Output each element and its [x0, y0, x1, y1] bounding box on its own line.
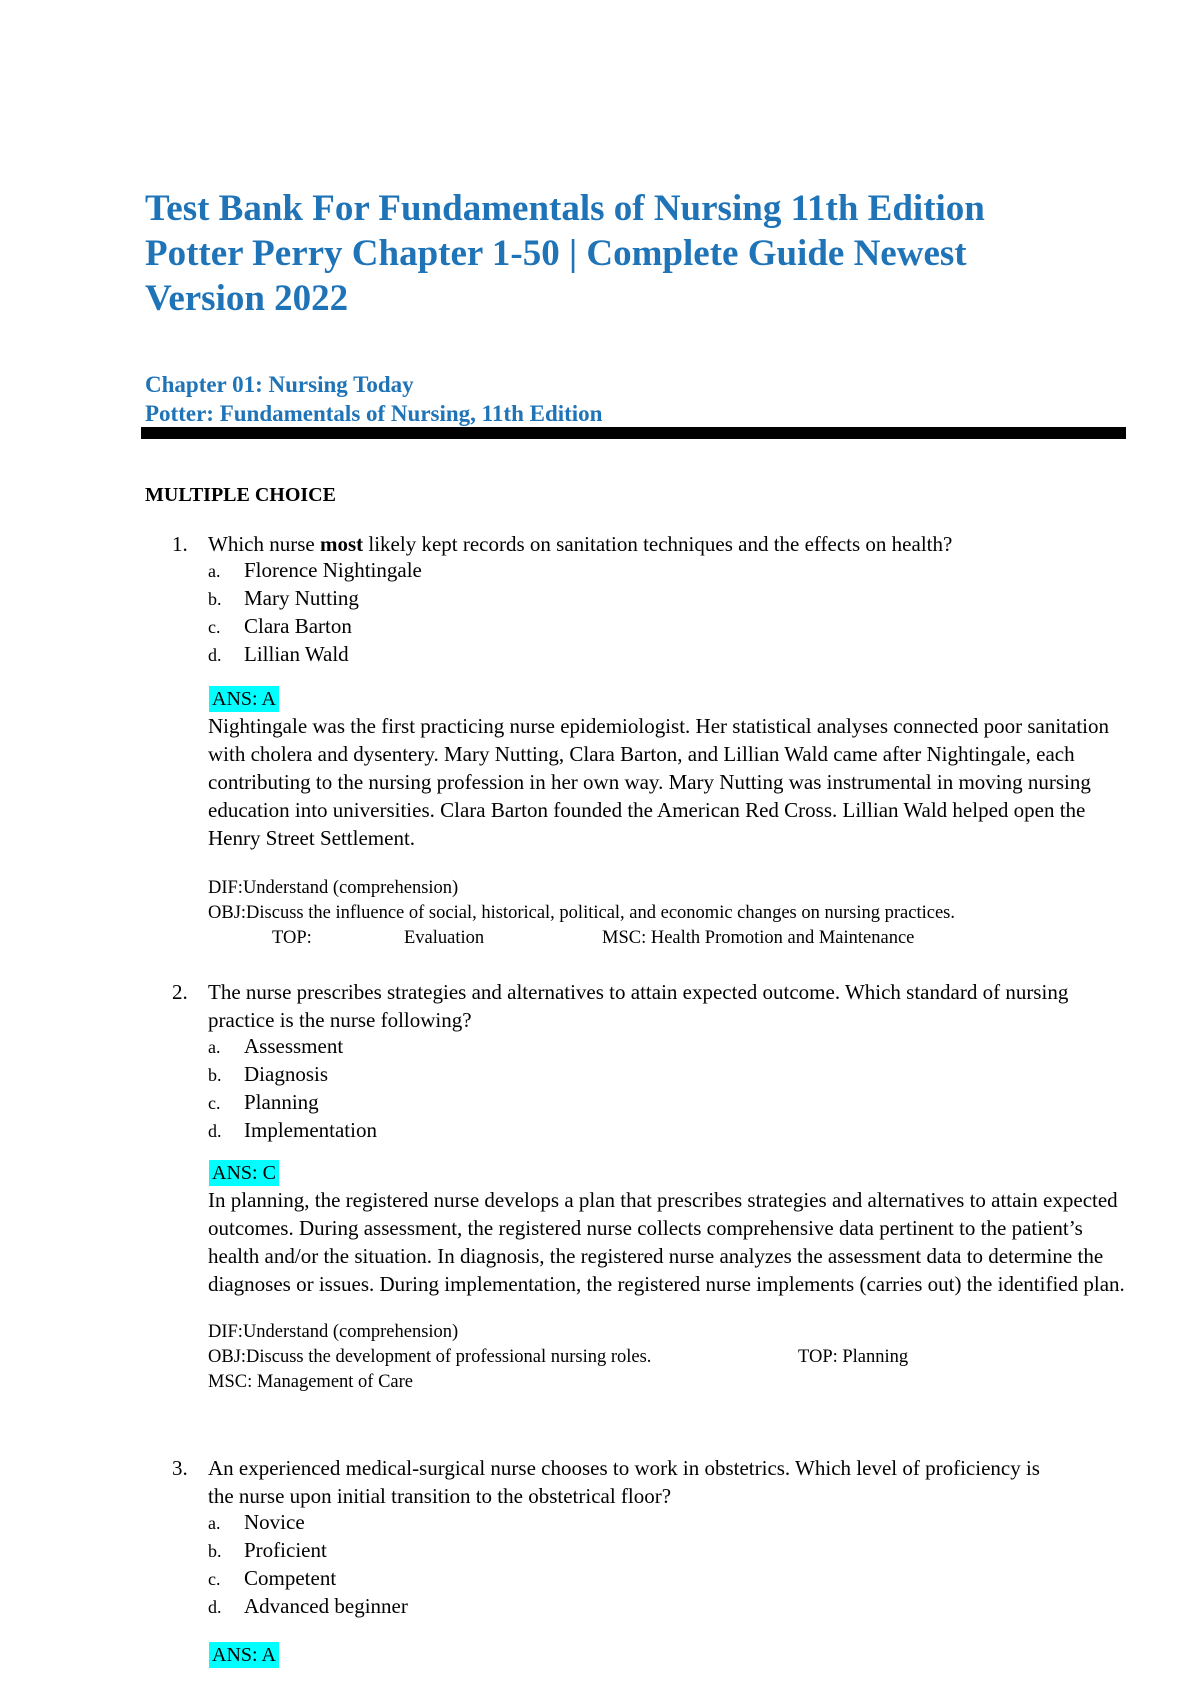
question-metadata	[208, 1320, 909, 1395]
answer-options	[208, 556, 422, 668]
option-a: a. Florence Nightingale	[208, 558, 422, 582]
chapter-heading	[145, 370, 602, 428]
question-number: 2.	[172, 980, 188, 1004]
answer-key: ANS: A	[209, 1642, 279, 1668]
option-a: a. Novice	[208, 1510, 305, 1534]
question-stem: Which nurse most likely kept records on sanitation techniques and the effects on health?	[208, 532, 953, 556]
emphasis-word: most	[319, 532, 364, 556]
client-needs: MSC: Management of Care	[208, 1372, 413, 1392]
section-label: MULTIPLE CHOICE	[145, 484, 336, 506]
question-number: 1.	[172, 532, 188, 556]
option-c: c. Planning	[208, 1090, 319, 1114]
option-b: b. Proficient	[208, 1538, 327, 1562]
client-needs: MSC: Health Promotion and Maintenance	[602, 928, 915, 948]
objective: OBJ:Discuss the influence of social, historical, political, and economic changes on nursing practices.	[208, 903, 955, 923]
document-title: Test Bank For Fundamentals of Nursing 11th Edition Potter Perry Chapter 1-50 | Complete Guide Newest Version 2022	[145, 188, 985, 319]
answer-key: ANS: A	[209, 686, 279, 712]
answer-options	[208, 1508, 408, 1620]
topic-label: TOP:	[272, 928, 312, 948]
rationale: In planning, the registered nurse develops a plan that prescribes strategies and alternatives to attain expected outcomes. During assessment, the registered nurse collects comprehensive data pertinent to the patient’s health and/or the situation. In diagnosis, the registered nurse analyzes the assessment data to determine the diagnoses or issues. During implementation, the registered nurse implements (carries out) the identified plan.	[208, 1188, 1125, 1296]
option-d: d. Advanced beginner	[208, 1594, 408, 1618]
option-d: d. Implementation	[208, 1118, 377, 1142]
book-title: Potter: Fundamentals of Nursing, 11th Edition	[145, 401, 603, 426]
option-a: a. Assessment	[208, 1034, 344, 1058]
question-stem: The nurse prescribes strategies and alternatives to attain expected outcome. Which standard of nursing practice is the nurse following?	[208, 980, 1069, 1032]
answer-options	[208, 1032, 377, 1144]
question-metadata	[208, 876, 955, 951]
option-c: c. Clara Barton	[208, 614, 352, 638]
option-c: c. Competent	[208, 1566, 337, 1590]
answer-key: ANS: C	[209, 1160, 279, 1186]
option-b: b. Mary Nutting	[208, 586, 359, 610]
question-number: 3.	[172, 1456, 188, 1480]
question-stem: An experienced medical-surgical nurse chooses to work in obstetrics. Which level of proficiency is the nurse upon initial transition to the obstetrical floor?	[208, 1456, 1040, 1508]
topic-value: Evaluation	[404, 928, 485, 948]
difficulty: DIF:Understand (comprehension)	[208, 1322, 459, 1342]
option-d: d. Lillian Wald	[208, 642, 349, 666]
objective: OBJ:Discuss the development of professional nursing roles.	[208, 1347, 652, 1367]
topic: TOP: Planning	[798, 1347, 909, 1367]
option-b: b. Diagnosis	[208, 1062, 328, 1086]
rationale: Nightingale was the first practicing nurse epidemiologist. Her statistical analyses connected poor sanitation with cholera and dysentery. Mary Nutting, Clara Barton, and Lillian Wald came after Nightingale, each contributing to the nursing profession in her own way. Mary Nutting was instrumental in moving nursing education into universities. Clara Barton founded the American Red Cross. Lillian Wald helped open the Henry Street Settlement.	[208, 714, 1110, 850]
difficulty: DIF:Understand (comprehension)	[208, 878, 459, 898]
chapter-title: Chapter 01: Nursing Today	[145, 372, 414, 397]
heading-divider	[141, 427, 1126, 439]
